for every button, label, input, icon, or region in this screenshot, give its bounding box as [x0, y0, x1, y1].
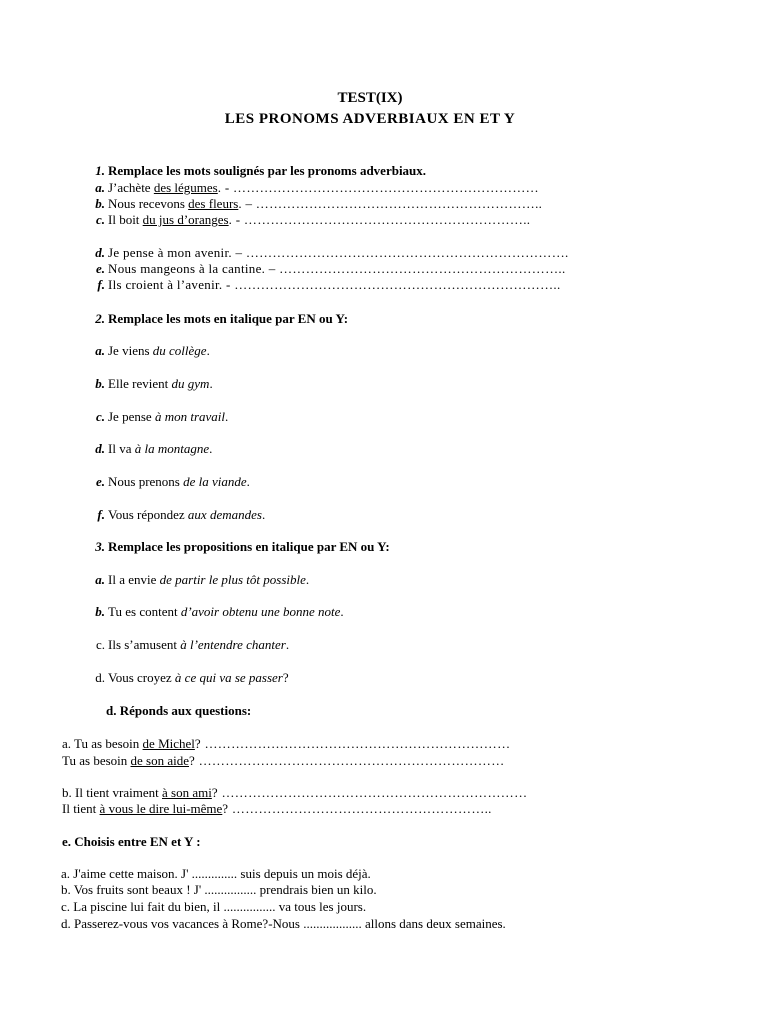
underlined-words: à son ami [162, 785, 212, 800]
item-punctuation: . [305, 572, 310, 587]
item-punctuation: . [340, 604, 344, 619]
item-marker: b. [95, 196, 105, 211]
ex3-item [95, 670, 289, 686]
question-text: Il tient [62, 801, 100, 816]
item-marker: b. [95, 376, 105, 391]
ex2-item [95, 376, 213, 392]
ex2-item [97, 507, 266, 523]
ex1-heading-text: Remplace les mots soulignés par les pronoms adverbiaux. [108, 163, 427, 178]
underlined-words: de Michel [142, 736, 195, 751]
item-text: Il boit [108, 212, 143, 227]
ex1-item [95, 180, 539, 196]
item-text: Nous recevons [108, 196, 189, 211]
item-marker: d. [95, 441, 105, 456]
question-text: a. Tu as besoin [62, 736, 143, 751]
underlined-words: de son aide [130, 753, 189, 768]
ex2-item [95, 343, 210, 359]
ex1-item [95, 245, 569, 261]
exe-sentence: a. J'aime cette maison. J' .............. suis depuis un mois déjà. [61, 866, 371, 881]
ex2-heading [95, 311, 349, 327]
item-punctuation: . [285, 637, 290, 652]
underlined-words: des fleurs [188, 196, 239, 211]
page-title: TEST(IX) [337, 90, 403, 106]
item-punctuation: . [209, 376, 213, 391]
item-punctuation: . [206, 343, 210, 358]
item-marker: d. [95, 670, 105, 685]
answer-blank: ? ………………………………………………….. [222, 801, 492, 816]
ex3-item [95, 604, 344, 620]
answer-blank: . - ……………………………………………………….. [228, 212, 531, 227]
item-text: Je pense à mon avenir. – ………………………………………………………………. [108, 245, 569, 260]
italic-words: de la viande [183, 474, 247, 489]
question-text: b. Il tient vraiment [62, 785, 163, 800]
answer-blank: . – ……………………………………………………….. [238, 196, 543, 211]
item-marker: a. [95, 343, 105, 358]
item-marker: c. [95, 409, 105, 424]
ex2-item [95, 474, 250, 490]
italic-words: de partir le plus tôt possible [159, 572, 306, 587]
item-text: Ils s’amusent [108, 637, 181, 652]
item-text: Tu es content [108, 604, 181, 619]
ex2-item [95, 409, 229, 425]
item-text: Il a envie [108, 572, 160, 587]
answer-blank: ? …………………………………………………………… [211, 785, 528, 800]
ex2-heading-text: Remplace les mots en italique par EN ou Y: [108, 311, 349, 326]
item-punctuation: ? [282, 670, 289, 685]
exe-heading: e. Choisis entre EN et Y : [62, 834, 201, 849]
ex2-number: 2. [95, 311, 105, 326]
ex3-item [95, 572, 310, 588]
item-marker: e. [95, 474, 105, 489]
page-subtitle: LES PRONOMS ADVERBIAUX EN ET Y [224, 111, 516, 127]
italic-words: à ce qui va se passer [174, 670, 283, 685]
item-punctuation: . [261, 507, 266, 522]
ex2-item [95, 441, 213, 457]
exe-sentence: d. Passerez-vous vos vacances à Rome?-Nous .................. allons dans deux semaines. [61, 916, 506, 931]
italic-words: à l’entendre chanter [180, 637, 286, 652]
exd-heading: d. Réponds aux questions: [106, 703, 252, 718]
ex1-item [95, 212, 531, 228]
ex1-item [95, 261, 566, 277]
item-text: Vous répondez [108, 507, 188, 522]
item-text: Nous mangeons à la cantine. – ……………………………………………………….. [108, 261, 566, 276]
answer-blank: ? …………………………………………………………… [194, 736, 511, 751]
italic-words: aux demandes [187, 507, 262, 522]
item-marker: d. [95, 245, 105, 260]
exd-question [62, 785, 527, 801]
ex3-number: 3. [95, 539, 105, 554]
item-marker: f. [97, 277, 105, 292]
ex1-number: 1. [95, 163, 105, 178]
ex3-heading [95, 539, 390, 555]
item-marker: f. [97, 507, 105, 522]
italic-words: à la montagne [134, 441, 210, 456]
italic-words: du collège [152, 343, 207, 358]
item-punctuation: . [246, 474, 250, 489]
item-marker: a. [95, 572, 105, 587]
item-text: Vous croyez [108, 670, 175, 685]
exe-sentence: c. La piscine lui fait du bien, il ................ va tous les jours. [61, 899, 367, 914]
italic-words: du gym [171, 376, 210, 391]
item-punctuation: . [209, 441, 213, 456]
item-punctuation: . [225, 409, 229, 424]
ex1-item [95, 196, 543, 212]
exe-sentence: b. Vos fruits sont beaux ! J' ................ prendrais bien un kilo. [61, 882, 377, 897]
exd-question [62, 801, 492, 817]
exd-question [62, 753, 505, 769]
ex1-item [97, 277, 561, 293]
item-text: Elle revient [108, 376, 172, 391]
item-text: Il va [108, 441, 135, 456]
ex3-item [95, 637, 290, 653]
item-marker: c. [95, 637, 105, 652]
item-marker: b. [95, 604, 105, 619]
ex1-heading [95, 163, 427, 179]
question-text: Tu as besoin [62, 753, 131, 768]
italic-words: d’avoir obtenu une bonne note [180, 604, 341, 619]
italic-words: à mon travail [154, 409, 225, 424]
answer-blank: . - …………………………………………………………… [217, 180, 539, 195]
exd-question [62, 736, 510, 752]
item-marker: c. [95, 212, 105, 227]
item-text: J’achète [108, 180, 154, 195]
item-marker: a. [95, 180, 105, 195]
underlined-words: du jus d’oranges [142, 212, 229, 227]
underlined-words: à vous le dire lui-même [99, 801, 223, 816]
ex3-heading-text: Remplace les propositions en italique par EN ou Y: [108, 539, 390, 554]
answer-blank: ? …………………………………………………………… [189, 753, 505, 768]
item-text: Nous prenons [108, 474, 184, 489]
underlined-words: des légumes [153, 180, 218, 195]
item-text: Ils croient à l’avenir. - ……………………………………………………………….. [108, 277, 561, 292]
item-marker: e. [95, 261, 105, 276]
item-text: Je viens [108, 343, 153, 358]
item-text: Je pense [108, 409, 155, 424]
